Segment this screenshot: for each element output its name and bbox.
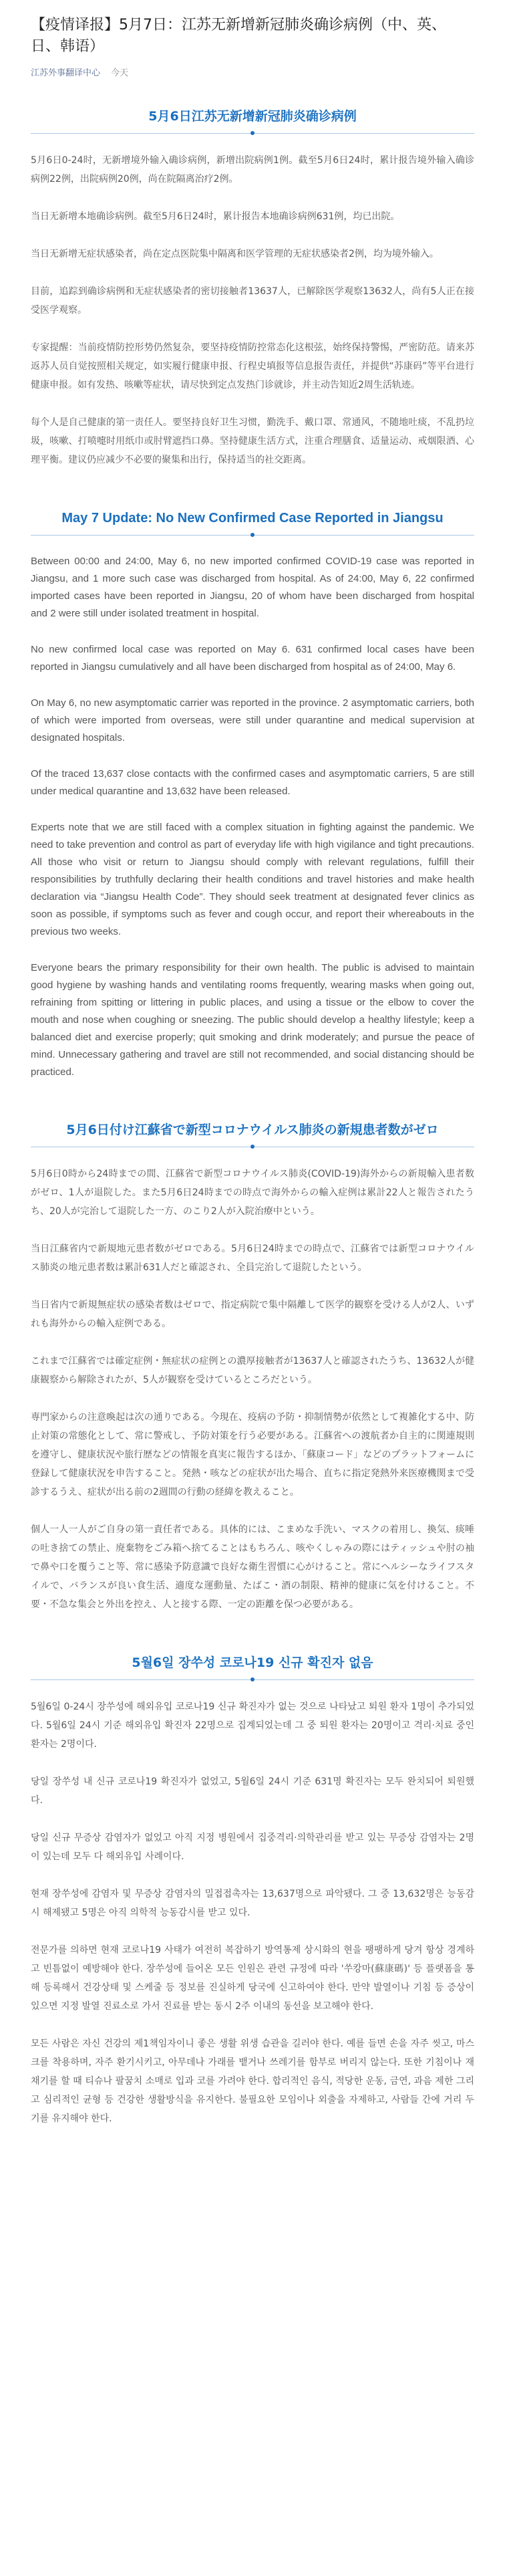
paragraph: Experts note that we are still faced with a complex situation in fighting against the pandemic. We need to take prevention and control as part of everyday life with high vigilance and tight precautions. All those who visit or return to Jiangsu should comply with relevant regulations, fulfill their responsibilities by truthfully declaring their health conditions and travel histories and make health declaration via “Jiangsu Health Code”. They should seek treatment at designated fever clinics as soon as possible, if symptoms such as fever and cough occur, and report their whereabouts in the previous two weeks. xyxy=(31,822,474,937)
section-title: May 7 Update: No New Confirmed Case Reported in Jiangsu xyxy=(61,511,444,525)
author-link[interactable]: 江苏外事翻译中心 xyxy=(31,68,101,78)
section-english xyxy=(31,503,474,1081)
paragraph: これまで江蘇省では確定症例・無症状の症例との濃厚接触者が13637人と確認されたうち、13632人が健康観察から解除されたが、5人が観察を受けているところだという。 xyxy=(31,1356,474,1385)
paragraph: 당일 신규 무증상 감염자가 없었고 아직 지정 병원에서 집중격리·의학관리를 받고 있는 무증상 감염자는 2명이 있는데 모두 다 해외유입 사례이다. xyxy=(31,1833,474,1862)
paragraph: 当日省内で新規無症状の感染者数はゼロで、指定病院で集中隔離して医学的観察を受ける人が2人、いずれも海外からの輸入症例である。 xyxy=(31,1300,474,1329)
paragraph: 5월6일 0-24시 장쑤성에 해외유입 코로나19 신규 확진자가 없는 것으로 나타났고 퇴원 환자 1명이 추가되었다. 5월6일 24시 기준 해외유입 확진자 22명으로 집계되었는데 그 중 퇴원 환자는 20명이고 격리·치료 중인 환자는 2명이다. xyxy=(31,1702,474,1750)
paragraph: 5月6日0時から24時までの間、江蘇省で新型コロナウイルス肺炎(COVID-19)海外からの新規輸入患者数がゼロ、1人が退院した。また5月6日24時までの時点で海外からの輸入症例は累計22人と報告されたうち、20人が完治して退院した一方、のこり2人が入院治療中という。 xyxy=(31,1169,474,1217)
article-meta xyxy=(31,66,474,78)
section-chinese xyxy=(31,101,474,469)
paragraph: Everyone bears the primary responsibility for their own health. The public is advised to maintain good hygiene by washing hands and ventilating rooms frequently, wearing masks when going out, refraining from spitting or littering in public places, and using a tissue or the elbow to cover the mouth and nose when coughing or sneezing. The public should develop a healthy lifestyle; keep a balanced diet and exercise properly; quit smoking and drink moderately; and pursue the peace of mind. Unnecessary gathering and travel are still not recommended, and social distancing should be practiced. xyxy=(31,962,474,1078)
article-title: 【疫情译报】5月7日：江苏无新增新冠肺炎确诊病例（中、英、日、韩语） xyxy=(31,17,446,55)
paragraph: 당일 장쑤성 내 신규 코로나19 확진자가 없었고, 5월6일 24시 기준 631명 확진자는 모두 완치되어 퇴원했다. xyxy=(31,1776,474,1806)
section-title: 5月6日付け江蘇省で新型コロナウイルス肺炎の新規患者数がゼロ xyxy=(66,1123,439,1137)
section-title: 5월6일 장쑤성 코로나19 신규 확진자 없음 xyxy=(132,1655,373,1670)
paragraph: 当日江蘇省内で新規地元患者数がゼロである。5月6日24時までの時点で、江蘇省では新型コロナウイルス肺炎の地元患者数は累計631人だと確認され、全員完治して退院したという。 xyxy=(31,1244,474,1273)
paragraph: 모든 사람은 자신 건강의 제1책임자이니 좋은 생활 위생 습관을 길러야 한다. 예를 들면 손을 자주 씻고, 마스크를 착용하며, 자주 환기시키고, 아무데나 가래를 뱉거나 쓰레기를 함부로 버리지 않는다. 또한 기침이나 재채기를 할 때 티슈나 팔꿈치 소매로 입과 코를 가려야 한다. 합리적인 음식, 적당한 운동, 금연, 과음 제한 그리고 심리적인 균형 등 건강한 생활방식을 유지한다. 불필요한 모임이나 외출을 자제하고, 사람들 간에 거리 두기를 유지해야 한다. xyxy=(31,2038,474,2124)
publish-date: 今天 xyxy=(111,68,129,78)
paragraph: 個人一人一人がご自身の第一責任者である。具体的には、こまめな手洗い、マスクの着用し、換気、痰唾の吐き捨ての禁止、廃棄物をごみ箱へ捨てることはもちろん、咳やくしゃみの際にはティッシュや肘の袖で鼻や口を覆うこと等、常に感染予防意識で良好な衛生習慣に心がけること。常にヘルシーなライフスタイルで、バランスが良い食生活、適度な運動量、たばこ・酒の制限、精神的健康に気を付けること。不要・不急な集会と外出を控え、人と接する際、一定の距離を保つ必要がある。 xyxy=(31,1524,474,1610)
paragraph: Of the traced 13,637 close contacts with the confirmed cases and asymptomatic carriers, 5 are still under medical quarantine and 13,632 have been released. xyxy=(31,768,474,797)
paragraph: 每个人是自己健康的第一责任人。要坚持良好卫生习惯，勤洗手、戴口罩、常通风，不随地吐痰，不乱扔垃圾，咳嗽、打喷嚏时用纸巾或肘臂遮挡口鼻。坚持健康生活方式，注重合理膳食、适量运动、戒烟限酒、心理平衡。建议仍应减少不必要的聚集和出行，保持适当的社交距离。 xyxy=(31,417,474,465)
section-title: 5月6日江苏无新增新冠肺炎确诊病例 xyxy=(148,109,357,124)
section-korean xyxy=(31,1647,474,2128)
paragraph: 専門家からの注意喚起は次の通りである。今現在、疫病の予防・抑制情勢が依然として複雑化する中、防止対策の常態化として、常に警戒し、予防対策を行う必要がある。江蘇省への渡航者か自主的に関連規則を遵守し、健康状況や旅行歴などの情報を真実に報告するほか、「蘇康コード」などのプラットフォームに登録して健康状況を申告すること。発熱・咳などの症状が出た場合、直ちに指定発熱外来医療機関まで受診するうえ、症状が出る前の2週間の行動の経緯を教えること。 xyxy=(31,1412,474,1498)
section-japanese xyxy=(31,1115,474,1614)
paragraph: On May 6, no new asymptomatic carrier was reported in the province. 2 asymptomatic carriers, both of which were imported from overseas, were still under quarantine and medical supervision at designated hospitals. xyxy=(31,697,474,743)
paragraph: 目前，追踪到确诊病例和无症状感染者的密切接触者13637人，已解除医学观察13632人，尚有5人正在接受医学观察。 xyxy=(31,286,474,316)
section-header xyxy=(31,1647,474,1680)
section-header xyxy=(31,101,474,134)
paragraph: 专家提醒：当前疫情防控形势仍然复杂，要坚持疫情防控常态化这根弦，始终保持警惕，严密防范。请来苏返苏人员自觉按照相关规定，如实履行健康申报、行程史填报等信息报告责任，并提供“苏康码”等平台进行健康申报。如有发热、咳嗽等症状，请尽快到定点发热门诊就诊，并主动告知近2周生活轨迹。 xyxy=(31,342,474,390)
paragraph: 현재 장쑤성에 감염자 및 무증상 감염자의 밀접접촉자는 13,637명으로 파악됐다. 그 중 13,632명은 능동감시 해제됐고 5명은 아직 의학적 능동감시를 받고 있다. xyxy=(31,1889,474,1918)
paragraph: Between 00:00 and 24:00, May 6, no new imported confirmed COVID-19 case was reported in Jiangsu, and 1 more such case was discharged from hospital. As of 24:00, May 6, 22 confirmed imported cases have been reported in Jiangsu, 20 of whom have been discharged from hospital and 2 were still under isolated treatment in hospital. xyxy=(31,556,474,619)
paragraph: 当日无新增无症状感染者，尚在定点医院集中隔离和医学管理的无症状感染者2例，均为境外输入。 xyxy=(31,249,439,259)
section-header xyxy=(31,1115,474,1147)
paragraph: No new confirmed local case was reported on May 6. 631 confirmed local cases have been reported in Jiangsu cumulatively and all have been discharged from hospital as of 24:00, May 6. xyxy=(31,644,474,673)
paragraph: 전문가를 의하면 현재 코로나19 사태가 여전히 복잡하기 방역통제 상시화의 현을 팽팽하게 당겨 항상 경계하고 빈틈없이 예방해야 한다. 장쑤성에 들어온 모든 인원은 관련 규정에 따라 '쑤캉마(蘇康碼)' 등 플랫폼을 통해 등록해서 건강상태 및 스케줄 등 정보를 진실하게 당국에 신고하여야 한다. 만약 발열이나 기침 등 증상이 있으면 지정 발열 진료소로 가서 진료를 받는 동시 2주 이내의 동선을 보고해야 한다. xyxy=(31,1945,474,2012)
paragraph: 5月6日0-24时，无新增境外输入确诊病例，新增出院病例1例。截至5月6日24时，累计报告境外输入确诊病例22例，出院病例20例，尚在院隔离治疗2例。 xyxy=(31,155,474,185)
section-header xyxy=(31,503,474,536)
paragraph: 当日无新增本地确诊病例。截至5月6日24时，累计报告本地确诊病例631例，均已出院。 xyxy=(31,211,400,222)
